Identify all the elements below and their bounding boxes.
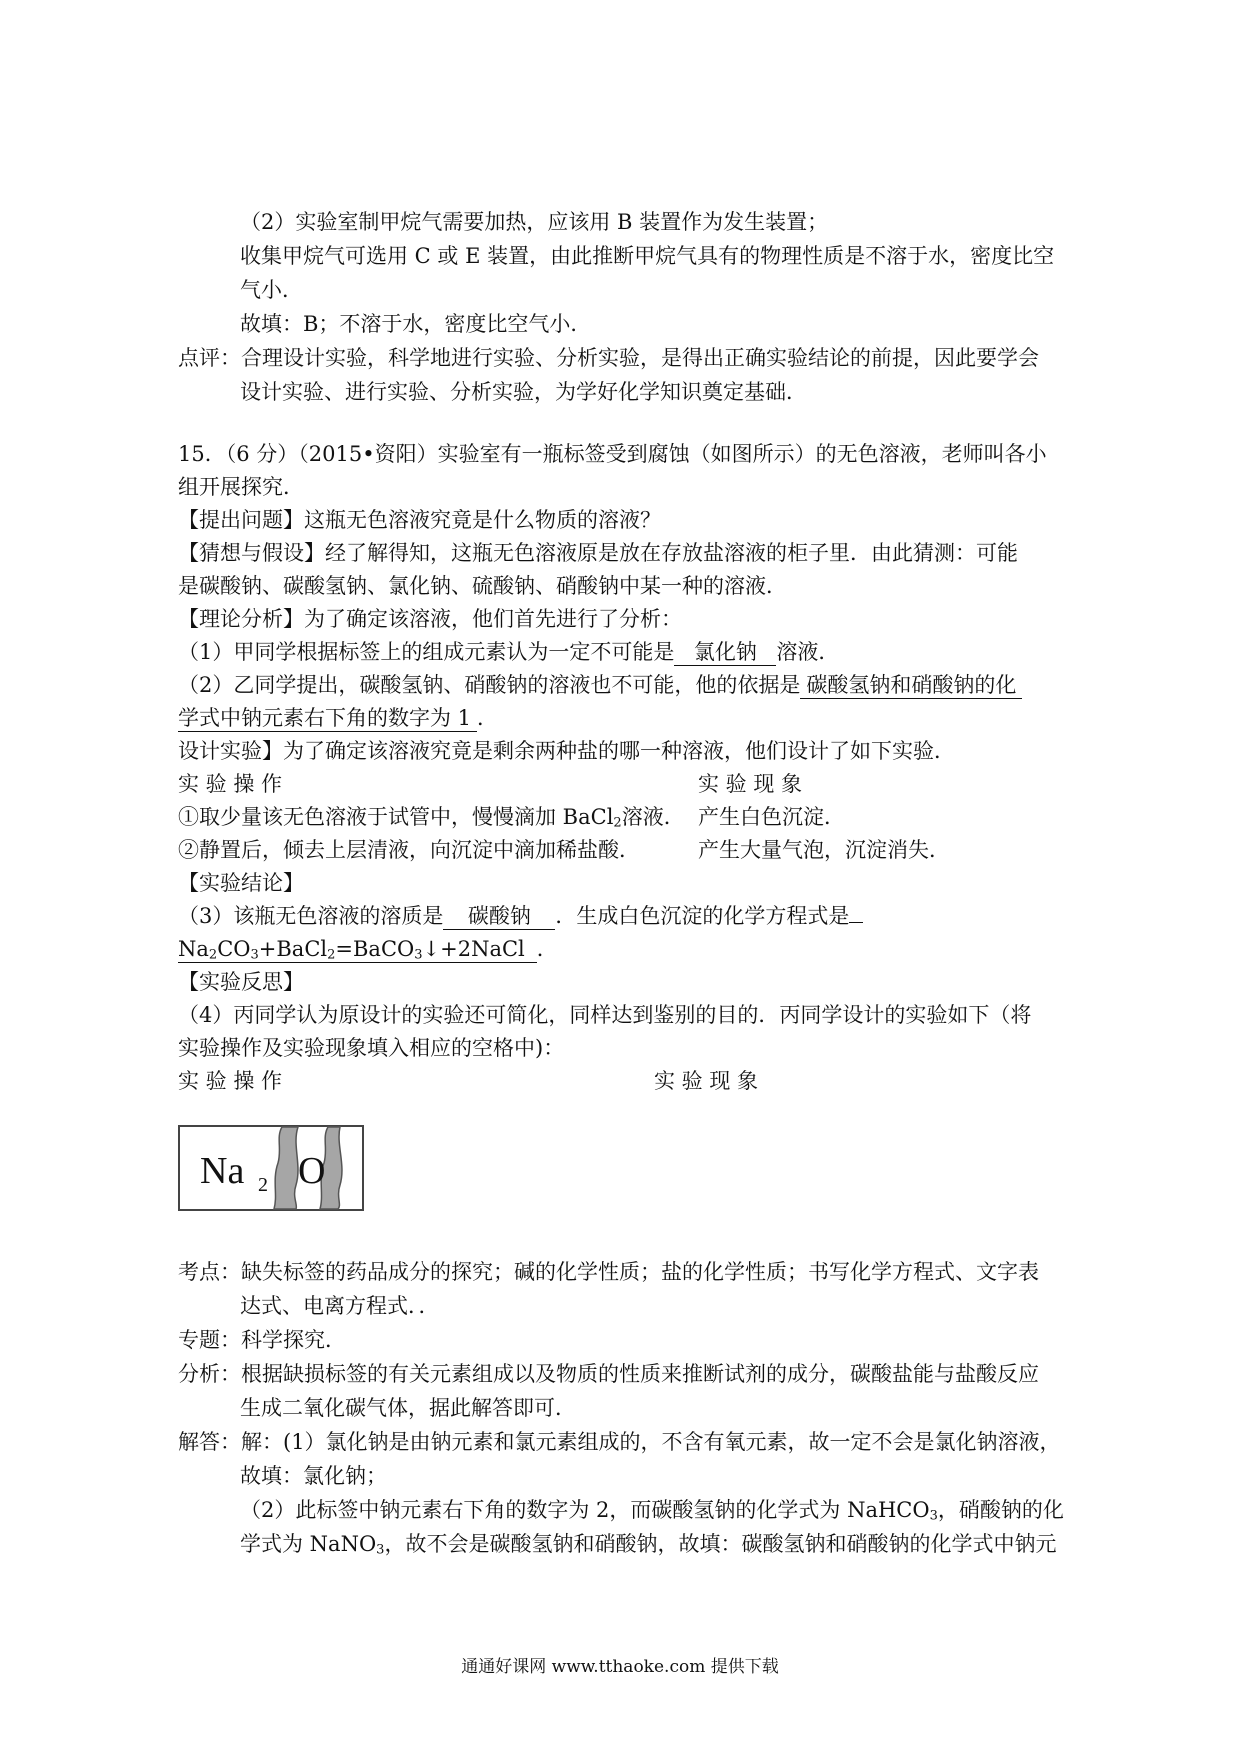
q15-reflect-head: 【实验反思】	[178, 970, 304, 994]
jieda-line2: 故填：氯化钠；	[240, 1464, 387, 1488]
q15-analysis-2-line1	[178, 673, 1022, 699]
jieda-line4-a: 学式为 NaNO	[240, 1532, 377, 1556]
conclusion-3-prefix: （3）该瓶无色溶液的溶质是	[178, 904, 444, 928]
row1-op-end: 溶液．	[621, 805, 685, 829]
q15-hypothesis-line1: 【猜想与假设】经了解得知，这瓶无色溶液原是放在存放盐溶液的柜子里．由此猜测：可能	[178, 541, 1018, 565]
q15-reflect-4-line1: （4）丙同学认为原设计的实验还可简化，同样达到鉴别的目的．丙同学设计的实验如下（将	[178, 1003, 1032, 1027]
q15-question: 【提出问题】这瓶无色溶液究竟是什么物质的溶液？	[178, 508, 661, 532]
table2-header-operation: 实 验 操 作	[178, 1069, 283, 1093]
q15-analysis: 【理论分析】为了确定该溶液，他们首先进行了分析：	[178, 607, 682, 631]
analysis-1-prefix: （1）甲同学根据标签上的组成元素认为一定不可能是	[178, 640, 675, 664]
prev-part2-line1: （2）实验室制甲烷气需要加热，应该用 B 装置作为发生装置；	[240, 210, 829, 234]
q15-conclusion-3	[178, 904, 863, 930]
answer-blank-equation	[178, 937, 537, 963]
prev-comment-line2: 设计实验、进行实验、分析实验，为学好化学知识奠定基础．	[240, 380, 807, 404]
corroded-label-svg	[178, 1125, 364, 1211]
analysis-1-suffix: 溶液．	[776, 640, 840, 664]
fenxi-line2: 生成二氧化碳气体，据此解答即可．	[240, 1396, 576, 1420]
prev-comment-line1: 点评：合理设计实验，科学地进行实验、分析实验，是得出正确实验结论的前提，因此要学会	[178, 346, 1039, 370]
q15-hypothesis-line2: 是碳酸钠、碳酸氢钠、氯化钠、硫酸钠、硝酸钠中某一种的溶液．	[178, 574, 787, 598]
label-sub-2: 2	[258, 1174, 268, 1196]
kaodian-line1: 考点：缺失标签的药品成分的探究；碱的化学性质；盐的化学性质；书写化学方程式、文字表	[178, 1260, 1039, 1284]
eq-na: Na	[178, 937, 209, 961]
table-row1-operation	[178, 805, 685, 830]
table2-header-phenomenon: 实 验 现 象	[654, 1069, 759, 1093]
label-na-text: Na	[200, 1150, 245, 1192]
eq-bacl: +BaCl	[258, 937, 328, 961]
table-header-phenomenon: 实 验 现 象	[698, 772, 803, 796]
jieda-line3-sub: 3	[929, 1508, 938, 1524]
jieda-line4	[240, 1532, 1056, 1557]
row1-op-sub: 2	[613, 815, 622, 831]
analysis-2-suffix: ．	[477, 706, 499, 730]
answer-blank-equation-start	[849, 922, 863, 923]
answer-blank-sodium-chloride: 氯化钠	[674, 640, 776, 666]
table-row2-phenomenon: 产生大量气泡，沉淀消失．	[698, 838, 950, 862]
q15-design: 设计实验】为了确定该溶液究竟是剩余两种盐的哪一种溶液，他们设计了如下实验．	[178, 739, 955, 763]
eq-sub-2b: 2	[327, 947, 336, 963]
fenxi-line1: 分析：根据缺损标签的有关元素组成以及物质的性质来推断试剂的成分，碳酸盐能与盐酸反应	[178, 1362, 1039, 1386]
table-row2-operation: ②静置后，倾去上层清液，向沉淀中滴加稀盐酸．	[178, 838, 640, 862]
answer-blank-basis-part2: 学式中钠元素右下角的数字为 1	[178, 706, 477, 732]
q15-title-line1: 15．（6 分）（2015•资阳）实验室有一瓶标签受到腐蚀（如图所示）的无色溶液，老师叫各小	[178, 442, 1047, 466]
jieda-line3-b: ，硝酸钠的化	[937, 1498, 1064, 1522]
analysis-2-prefix: （2）乙同学提出，碳酸氢钠、硝酸钠的溶液也不可能，他的依据是	[178, 673, 801, 697]
corroded-label-figure	[178, 1125, 364, 1211]
q15-analysis-1	[178, 640, 839, 666]
row1-op-text: ①取少量该无色溶液于试管中，慢慢滴加 BaCl	[178, 805, 614, 829]
table-row1-phenomenon: 产生白色沉淀．	[698, 805, 845, 829]
jieda-line4-sub: 3	[376, 1542, 385, 1558]
eq-tail: ↓+2NaCl	[422, 937, 525, 961]
prev-part2-line3: 气小．	[240, 278, 303, 302]
jieda-line1: 解答：解：(1）氯化钠是由钠元素和氯元素组成的，不含有氧元素，故一定不会是氯化钠溶液，	[178, 1430, 1061, 1454]
eq-end: ．	[536, 937, 558, 961]
label-o-text: O	[298, 1150, 326, 1192]
table-header-operation: 实 验 操 作	[178, 772, 283, 796]
jieda-line3-a: （2）此标签中钠元素右下角的数字为 2，而碳酸氢钠的化学式为 NaHCO	[240, 1498, 930, 1522]
page-footer: 通通好课网 www.tthaoke.com 提供下载	[461, 1657, 779, 1677]
q15-reflect-4-line2: 实验操作及实验现象填入相应的空格中)：	[178, 1036, 565, 1060]
q15-conclusion-head: 【实验结论】	[178, 871, 304, 895]
jieda-line4-b: ，故不会是碳酸氢钠和硝酸钠，故填：碳酸氢钠和硝酸钠的化学式中钠元	[384, 1532, 1057, 1556]
q15-equation	[178, 937, 558, 963]
eq-sub-3a: 3	[250, 947, 259, 963]
q15-analysis-2-line2	[178, 706, 498, 732]
eq-sub-2a: 2	[208, 947, 218, 963]
kaodian-line2: 达式、电离方程式．．	[240, 1294, 440, 1318]
zhuanti: 专题：科学探究．	[178, 1328, 346, 1352]
eq-sub-3b: 3	[414, 947, 423, 963]
prev-answer: 故填：B；不溶于水，密度比空气小．	[240, 312, 592, 336]
prev-part2-line2: 收集甲烷气可选用 C 或 E 装置，由此推断甲烷气具有的物理性质是不溶于水，密度比空	[240, 244, 1055, 268]
answer-blank-sodium-carbonate: 碳酸钠	[443, 904, 555, 930]
eq-co: CO	[217, 937, 251, 961]
eq-baco: =BaCO	[335, 937, 415, 961]
answer-blank-basis-part1: 碳酸氢钠和硝酸钠的化	[800, 673, 1022, 699]
conclusion-3-middle: ．生成白色沉淀的化学方程式是	[555, 904, 850, 928]
jieda-line3	[240, 1498, 1064, 1523]
q15-title-line2: 组开展探究．	[178, 475, 304, 499]
